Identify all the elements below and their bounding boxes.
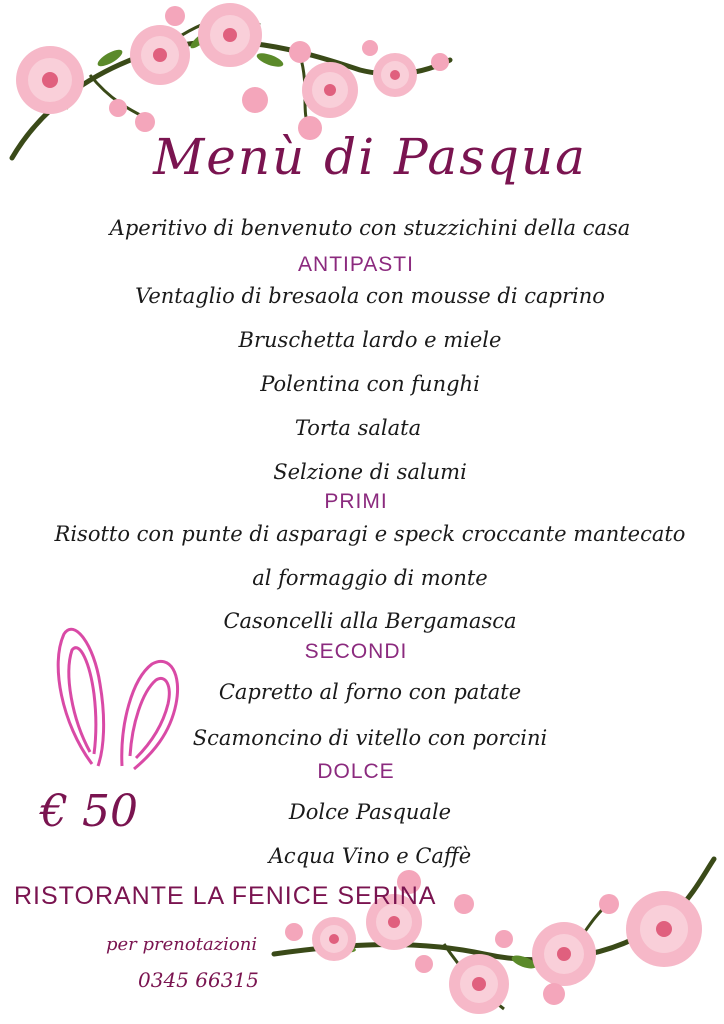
- welcome-line: Aperitivo di benvenuto con stuzzichini della casa: [109, 216, 631, 240]
- section-secondi: SECONDI: [304, 640, 408, 663]
- menu-item: Ventaglio di bresaola con mousse di caprino: [135, 284, 605, 308]
- menu-item: Capretto al forno con patate: [218, 680, 522, 704]
- booking-label: per prenotazioni: [106, 934, 258, 955]
- menu-item: Polentina con funghi: [260, 372, 480, 396]
- section-dolce: DOLCE: [317, 760, 395, 783]
- menu-item: Risotto con punte di asparagi e speck croccante mantecato: [54, 522, 686, 546]
- menu-item: Acqua Vino e Caffè: [268, 844, 472, 868]
- section-antipasti: ANTIPASTI: [298, 253, 414, 276]
- menu-item: al formaggio di monte: [252, 566, 488, 590]
- menu-price: € 50: [40, 786, 138, 837]
- section-primi: PRIMI: [324, 490, 388, 513]
- cherry-blossom-branch-bottom-icon: [264, 844, 724, 1024]
- menu-item: Torta salata: [294, 416, 422, 440]
- menu-item: Dolce Pasquale: [288, 800, 452, 824]
- menu-title: Menù di Pasqua: [153, 128, 587, 186]
- restaurant-name: RISTORANTE LA FENICE SERINA: [14, 882, 437, 910]
- menu-item: Bruschetta lardo e miele: [238, 328, 502, 352]
- menu-item: Casoncelli alla Bergamasca: [223, 609, 517, 633]
- menu-item: Scamoncino di vitello con porcini: [192, 726, 548, 750]
- phone-number[interactable]: 0345 66315: [138, 968, 259, 992]
- menu-item: Selzione di salumi: [273, 460, 467, 484]
